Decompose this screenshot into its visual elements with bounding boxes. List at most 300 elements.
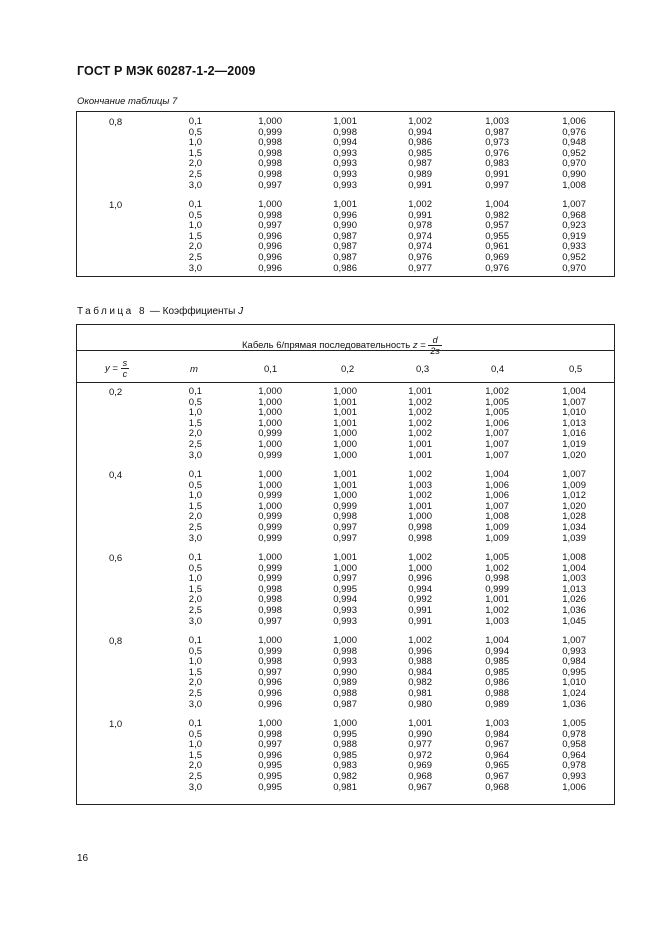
table-cell: 1,013: [562, 583, 586, 595]
table-cell: 0,984: [485, 728, 509, 740]
value-column: [485, 387, 509, 461]
m-value: 1,0: [188, 137, 202, 149]
table-cell: 1,010: [562, 677, 586, 689]
column-header-label: Кабель 6/прямая последовательность: [242, 340, 413, 352]
table-cell: 1,016: [562, 428, 586, 440]
m-value: 0,5: [188, 126, 202, 138]
table-cell: 0,982: [333, 770, 357, 782]
m-value: 2,5: [188, 770, 202, 782]
table-cell: 0,994: [485, 645, 509, 657]
value-column: [485, 553, 509, 627]
table-cell: 0,955: [485, 230, 509, 242]
table-cell: 1,004: [485, 469, 509, 480]
table-cell: 1,013: [562, 417, 586, 429]
table-cell: 0,985: [485, 656, 509, 668]
m-value: 2,5: [188, 521, 202, 533]
table-cell: 1,001: [333, 479, 357, 491]
table-cell: 0,988: [333, 739, 357, 751]
table-cell: 1,010: [562, 407, 586, 419]
m-value: 0,5: [188, 396, 202, 408]
table-cell: 1,001: [333, 469, 357, 480]
m-value: 1,5: [188, 666, 202, 678]
table-cell: 0,997: [258, 739, 282, 751]
table-cell: 1,007: [562, 199, 586, 210]
table-cell: 0,996: [258, 241, 282, 253]
m-value: 0,1: [188, 199, 202, 210]
table-cell: 0,978: [562, 760, 586, 772]
table-cell: 1,002: [485, 386, 509, 397]
table-cell: 1,003: [408, 479, 432, 491]
table-cell: 1,001: [333, 199, 357, 210]
m-header: m: [190, 364, 198, 375]
table-cell: 1,045: [562, 615, 586, 627]
table-cell: 0,987: [333, 698, 357, 710]
table-cell: 0,968: [408, 770, 432, 782]
value-column: [408, 470, 432, 544]
table-cell: 0,976: [562, 126, 586, 138]
m-value: 1,0: [188, 407, 202, 419]
m-value: 2,5: [188, 251, 202, 263]
table-cell: 0,968: [485, 781, 509, 793]
m-value: 2,0: [188, 760, 202, 772]
table-cell: 0,994: [333, 594, 357, 606]
table-cell: 0,987: [485, 126, 509, 138]
table-cell: 0,976: [485, 147, 509, 159]
value-column: [562, 117, 586, 191]
table-cell: 0,993: [333, 179, 357, 191]
table-cell: 0,981: [333, 781, 357, 793]
table-cell: 1,005: [485, 396, 509, 408]
m-value: 1,0: [188, 656, 202, 668]
m-value: 1,5: [188, 583, 202, 595]
value-column: [408, 719, 432, 793]
z-fraction-numerator: d: [428, 335, 442, 346]
value-column: [258, 200, 282, 274]
table-cell: 1,006: [562, 781, 586, 793]
value-column: [333, 636, 357, 710]
table-cell: 0,990: [333, 666, 357, 678]
table-cell: 0,983: [485, 158, 509, 170]
table-cell: 0,993: [333, 168, 357, 180]
table-cell: 0,998: [485, 573, 509, 585]
table-cell: 1,002: [408, 490, 432, 502]
m-value: 1,5: [188, 230, 202, 242]
m-value: 3,0: [188, 698, 202, 710]
table-cell: 0,998: [258, 656, 282, 668]
table-cell: 1,000: [333, 438, 357, 450]
value-column: [408, 553, 432, 627]
table-cell: 0,995: [333, 728, 357, 740]
m-value: 0,1: [188, 718, 202, 729]
value-column: [333, 200, 357, 274]
table-cell: 1,001: [333, 116, 357, 127]
value-column: [562, 636, 586, 710]
column-header-eq: =: [417, 340, 429, 352]
table-cell: 0,998: [258, 147, 282, 159]
table-cell: 0,999: [258, 428, 282, 440]
table8-column-header: [242, 335, 442, 356]
standard-title: ГОСТ Р МЭК 60287-1-2—2009: [77, 64, 256, 78]
table-cell: 0,964: [485, 749, 509, 761]
page-number: 16: [77, 853, 89, 864]
table-cell: 1,002: [408, 469, 432, 480]
m-value: 0,1: [188, 635, 202, 646]
table-cell: 1,000: [258, 386, 282, 397]
y-header-var: y: [105, 363, 110, 375]
table-cell: 0,933: [562, 241, 586, 253]
table-cell: 1,000: [258, 407, 282, 419]
table-cell: 0,997: [333, 521, 357, 533]
table-cell: 0,961: [485, 241, 509, 253]
table-cell: 1,001: [333, 396, 357, 408]
table-cell: 0,985: [333, 749, 357, 761]
table-cell: 0,974: [408, 230, 432, 242]
value-column: [333, 117, 357, 191]
table-cell: 1,003: [485, 116, 509, 127]
table-cell: 1,000: [258, 417, 282, 429]
value-column: [258, 387, 282, 461]
table-cell: 1,024: [562, 687, 586, 699]
table-cell: 0,991: [408, 179, 432, 191]
table-cell: 0,999: [258, 511, 282, 523]
table-cell: 0,997: [258, 220, 282, 232]
m-value: 3,0: [188, 532, 202, 544]
value-column: [562, 470, 586, 544]
y-header-eq: =: [109, 363, 121, 375]
table-cell: 0,974: [408, 241, 432, 253]
table-cell: 0,999: [258, 521, 282, 533]
table-cell: 1,001: [408, 718, 432, 729]
table-cell: 1,002: [408, 635, 432, 646]
table-cell: 0,923: [562, 220, 586, 232]
y-fraction-numerator: s: [122, 358, 128, 368]
m-value: 1,5: [188, 500, 202, 512]
table-cell: 0,976: [408, 251, 432, 263]
m-value: 3,0: [188, 615, 202, 627]
table-cell: 0,989: [408, 168, 432, 180]
table-cell: 1,001: [408, 449, 432, 461]
table-cell: 1,000: [258, 438, 282, 450]
m-value: 2,5: [188, 168, 202, 180]
y-value: 0,8: [109, 636, 123, 647]
table-cell: 1,002: [408, 552, 432, 563]
table-cell: 0,997: [258, 615, 282, 627]
table-cell: 0,999: [333, 500, 357, 512]
table-cell: 1,000: [258, 396, 282, 408]
table-cell: 1,007: [562, 396, 586, 408]
table-cell: 0,991: [408, 209, 432, 221]
header-divider-bottom: [77, 382, 614, 383]
m-value: 0,5: [188, 209, 202, 221]
value-column: [562, 387, 586, 461]
table-cell: 0,994: [333, 137, 357, 149]
table-cell: 0,958: [562, 739, 586, 751]
m-value: 1,0: [188, 490, 202, 502]
table-cell: 0,967: [408, 781, 432, 793]
value-column: [258, 636, 282, 710]
m-value: 1,5: [188, 147, 202, 159]
table-cell: 1,006: [485, 417, 509, 429]
table-cell: 0,990: [562, 168, 586, 180]
table-cell: 0,997: [258, 179, 282, 191]
table-cell: 0,993: [562, 645, 586, 657]
m-value: 2,5: [188, 438, 202, 450]
m-column: [189, 117, 202, 191]
table-cell: 0,995: [258, 770, 282, 782]
table-cell: 0,999: [258, 573, 282, 585]
z-fraction: [428, 335, 442, 356]
table-cell: 0,998: [258, 168, 282, 180]
table-cell: 1,000: [333, 718, 357, 729]
table-cell: 0,998: [258, 583, 282, 595]
table-cell: 0,999: [258, 490, 282, 502]
table-cell: 1,008: [485, 511, 509, 523]
table-cell: 0,991: [408, 604, 432, 616]
value-column: [485, 470, 509, 544]
table-cell: 0,999: [258, 449, 282, 461]
table-cell: 0,993: [333, 158, 357, 170]
table-cell: 1,002: [408, 428, 432, 440]
table-cell: 0,996: [258, 677, 282, 689]
table-cell: 1,009: [562, 479, 586, 491]
table-cell: 0,969: [485, 251, 509, 263]
value-column: [333, 719, 357, 793]
m-column: [189, 719, 202, 793]
m-column: [189, 553, 202, 627]
value-column: [408, 636, 432, 710]
table-cell: 0,991: [485, 168, 509, 180]
table-cell: 1,036: [562, 698, 586, 710]
table7: [76, 111, 615, 277]
table-cell: 1,004: [485, 199, 509, 210]
table-cell: 1,002: [485, 562, 509, 574]
m-value: 2,0: [188, 511, 202, 523]
m-value: 1,0: [188, 220, 202, 232]
value-column: [333, 553, 357, 627]
table-cell: 0,977: [408, 739, 432, 751]
table-cell: 1,001: [408, 438, 432, 450]
table-cell: 0,985: [408, 147, 432, 159]
table-cell: 1,002: [408, 396, 432, 408]
table-cell: 0,919: [562, 230, 586, 242]
table-cell: 0,984: [408, 666, 432, 678]
table-cell: 0,989: [333, 677, 357, 689]
y-header: [105, 358, 129, 379]
table-cell: 1,006: [485, 490, 509, 502]
table-cell: 1,006: [485, 479, 509, 491]
table-cell: 1,019: [562, 438, 586, 450]
table-cell: 0,996: [258, 251, 282, 263]
m-value: 3,0: [188, 179, 202, 191]
table-cell: 1,008: [562, 552, 586, 563]
table-cell: 0,978: [562, 728, 586, 740]
y-value: 0,4: [109, 470, 123, 481]
table-cell: 0,998: [258, 137, 282, 149]
table-cell: 1,009: [485, 521, 509, 533]
header-divider-top: [77, 350, 614, 351]
table-cell: 0,987: [333, 241, 357, 253]
table-cell: 1,007: [485, 500, 509, 512]
table-cell: 0,981: [408, 687, 432, 699]
table-cell: 0,987: [408, 158, 432, 170]
table-cell: 0,978: [408, 220, 432, 232]
m-value: 2,0: [188, 594, 202, 606]
table-cell: 1,004: [485, 635, 509, 646]
table-cell: 0,998: [333, 645, 357, 657]
table-cell: 0,999: [258, 562, 282, 574]
table8-caption-symbol: J: [238, 306, 244, 317]
table-cell: 0,994: [408, 126, 432, 138]
table-cell: 1,006: [562, 116, 586, 127]
table-cell: 1,000: [408, 562, 432, 574]
table-cell: 1,001: [485, 594, 509, 606]
table-cell: 1,012: [562, 490, 586, 502]
table-cell: 1,036: [562, 604, 586, 616]
table-cell: 1,020: [562, 449, 586, 461]
table-cell: 0,948: [562, 137, 586, 149]
table-cell: 1,007: [562, 635, 586, 646]
table-cell: 0,996: [258, 230, 282, 242]
table-cell: 0,993: [562, 770, 586, 782]
m-column: [189, 636, 202, 710]
y-value: 1,0: [109, 719, 123, 730]
table-cell: 0,982: [408, 677, 432, 689]
table-cell: 0,984: [562, 656, 586, 668]
table-cell: 0,965: [485, 760, 509, 772]
table-cell: 0,969: [408, 760, 432, 772]
table-cell: 1,000: [333, 428, 357, 440]
table-cell: 0,996: [333, 209, 357, 221]
table-cell: 1,000: [333, 490, 357, 502]
table-cell: 1,008: [562, 179, 586, 191]
table-cell: 1,002: [408, 199, 432, 210]
table8-caption: [77, 306, 243, 317]
table-cell: 0,990: [408, 728, 432, 740]
table-cell: 0,977: [408, 262, 432, 274]
m-value: 2,0: [188, 428, 202, 440]
table-cell: 1,001: [408, 386, 432, 397]
table-cell: 0,985: [485, 666, 509, 678]
table-cell: 1,001: [408, 500, 432, 512]
table-cell: 1,000: [333, 386, 357, 397]
m-value: 0,5: [188, 645, 202, 657]
col-header-3: 0,3: [416, 364, 430, 375]
table-cell: 0,999: [258, 645, 282, 657]
table-cell: 1,002: [408, 417, 432, 429]
table-cell: 1,000: [408, 511, 432, 523]
table-cell: 0,998: [408, 521, 432, 533]
table-cell: 0,997: [333, 573, 357, 585]
value-column: [408, 117, 432, 191]
table-cell: 0,993: [333, 147, 357, 159]
table-cell: 1,004: [562, 562, 586, 574]
table8-caption-rest: — Коэффициенты: [147, 306, 239, 317]
table-cell: 1,002: [408, 116, 432, 127]
table-cell: 0,983: [333, 760, 357, 772]
table-cell: 1,000: [333, 562, 357, 574]
value-column: [562, 200, 586, 274]
y-fraction-denominator: c: [122, 369, 128, 379]
table-cell: 1,000: [258, 500, 282, 512]
value-column: [333, 470, 357, 544]
table-cell: 0,994: [408, 583, 432, 595]
table-cell: 0,997: [333, 532, 357, 544]
table-cell: 1,000: [333, 449, 357, 461]
table-cell: 0,988: [333, 687, 357, 699]
m-value: 3,0: [188, 262, 202, 274]
value-column: [258, 553, 282, 627]
table-cell: 0,998: [258, 728, 282, 740]
table-cell: 0,967: [485, 770, 509, 782]
m-value: 0,1: [188, 469, 202, 480]
table-cell: 1,005: [485, 552, 509, 563]
table-cell: 1,003: [562, 573, 586, 585]
table-cell: 0,996: [258, 262, 282, 274]
col-header-5: 0,5: [569, 364, 583, 375]
table-cell: 0,997: [485, 179, 509, 191]
m-value: 1,5: [188, 749, 202, 761]
y-value: 0,8: [109, 117, 123, 128]
table-cell: 0,988: [408, 656, 432, 668]
table-cell: 0,995: [258, 781, 282, 793]
table-cell: 0,999: [485, 583, 509, 595]
table-cell: 0,970: [562, 262, 586, 274]
value-column: [408, 200, 432, 274]
m-column: [189, 200, 202, 274]
table-cell: 0,968: [562, 209, 586, 221]
value-column: [408, 387, 432, 461]
table-cell: 0,998: [333, 126, 357, 138]
table-cell: 1,000: [258, 479, 282, 491]
m-value: 0,1: [188, 386, 202, 397]
col-header-2: 0,2: [341, 364, 355, 375]
table-cell: 0,996: [258, 749, 282, 761]
table-cell: 0,980: [408, 698, 432, 710]
y-fraction: [121, 358, 130, 379]
m-value: 0,5: [188, 479, 202, 491]
table-cell: 0,972: [408, 749, 432, 761]
table8-caption-label: Таблица 8: [77, 306, 148, 317]
col-header-1: 0,1: [264, 364, 278, 375]
table-cell: 0,999: [258, 126, 282, 138]
m-value: 2,0: [188, 241, 202, 253]
table-cell: 0,996: [258, 687, 282, 699]
table-cell: 1,000: [258, 469, 282, 480]
table-cell: 0,998: [333, 511, 357, 523]
table-cell: 1,039: [562, 532, 586, 544]
value-column: [485, 117, 509, 191]
value-column: [562, 719, 586, 793]
table-cell: 1,000: [333, 635, 357, 646]
table-cell: 0,992: [408, 594, 432, 606]
table-cell: 1,000: [258, 635, 282, 646]
m-value: 0,1: [188, 552, 202, 563]
value-column: [562, 553, 586, 627]
table-cell: 0,996: [408, 645, 432, 657]
table-cell: 0,952: [562, 147, 586, 159]
table-cell: 1,002: [485, 604, 509, 616]
m-value: 2,0: [188, 677, 202, 689]
table-cell: 0,976: [485, 262, 509, 274]
table-cell: 0,986: [408, 137, 432, 149]
table-cell: 0,993: [333, 656, 357, 668]
y-value: 0,6: [109, 553, 123, 564]
value-column: [258, 117, 282, 191]
table-cell: 1,003: [485, 615, 509, 627]
table-cell: 0,998: [408, 532, 432, 544]
table-cell: 1,000: [258, 552, 282, 563]
m-value: 1,0: [188, 739, 202, 751]
